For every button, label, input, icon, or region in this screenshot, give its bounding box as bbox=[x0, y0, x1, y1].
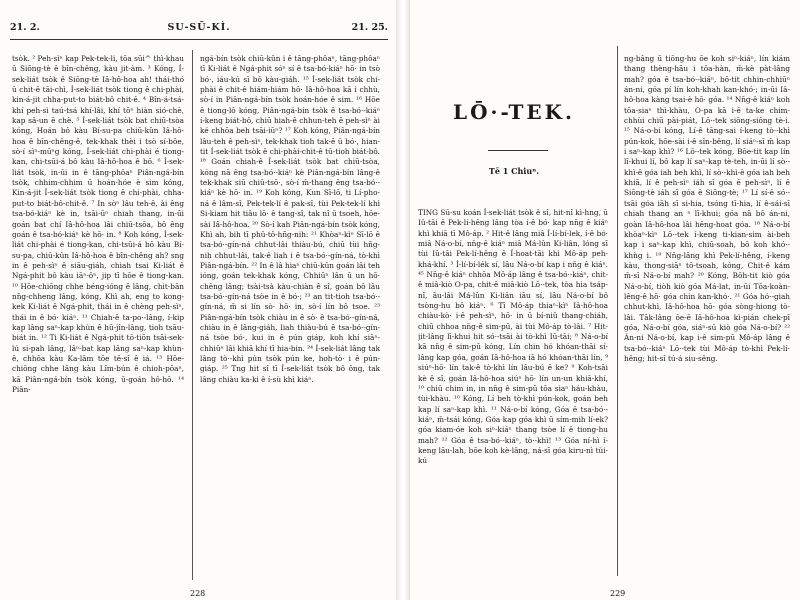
column-divider bbox=[617, 46, 618, 576]
page-number: 229 bbox=[610, 589, 626, 598]
book-title: LŌ·-TEK. bbox=[453, 100, 575, 124]
title-rule bbox=[488, 150, 548, 151]
text-column-left: tsòk. ² Peh-sìⁿ kap Pek-tek-li, tōa sūi^ thì-khau ū Siōng-tè ê bīn-chêng, kàu jit-àm. ³ Kóng, Í-sek-liát tsòk ê Siōng-tè Iâ-hô-hoa ah! thái-thó ū chit-ê tāi-chì, Í-sek-liát tsòk tiong ê chi-phài, kin-á-jit chha-put-to biát-bô chit-ê. ⁴ Bîn-á-tsá-khí peh-sì taú-tsá khí-lâi, khí tōⁿ hiàn sió-chè, kap sâ-un ê chè. ⁵ Í-sek-liát tsòk bat chiū-tsòa kóng, Hoán bô kàu Bí-su-pa chiū-kûn Iâ-hô-hoa ê bīn-chêng-ê, tek-khak thèi i tsò sí-bôe, sò-í sìⁿ-mūⁿg kóng, Í-sek-liát chi-phài é tiong-kan, chi-tsūi-á bô kàu Iâ-hô-hoa ê bō. ⁶ Í-sek-liát tsòk, in-ūi in ê tāng-phôaⁿ Piân-ngá-bín tsòk, chhim-chhim ū hoán-hóe è sim kóng, Kin-á-jit Í-sek-liát tsòk tiong ê chi-phài, chha-put-to biát-bô-chit-ê. ⁷ In sòⁿ lâu teh-ê, ài êng tsa-bó-kiáⁿ kè in, tsāi-ūⁿ chiah thang, in-ūi goán bat chí Iâ-hô-hoa lâi chiū-tsōa, bô êng goán ê tsa-bó-kiáⁿ kè hō· in. ⁸ Koh kóng, Í-sek-liát chi-phài é tiong-kan, chi-tsūi-á bô kàu Bí-su-pa, chiū-kûn Iâ-hô-hoa ê bīn-chêng ah? sng in ê peh-sìⁿ ê siāu-giáh, chiah tsai Ki-liát ê Ngá-phit bô kàu iāⁿ-ôⁿ, jip tī hōe ê tiong-kan. ¹⁰ Hōe-chiōng chhe béng-ióng ê lâng, chit-bān nn̄g-chheng lâng, kóng, Khì ah, eng to kong-kek Ki-liát ê Ngá-phit, thái in ê chèng peh-sìⁿ, thái in ê bó· kiáⁿ. ¹¹ Chiah-ê ta-po·-lâng, í-kip kap lâng saⁿ-kap khùn ê hū-jîn-lâng, tioh tsāu-biát in. ¹² Ti Ki-liát ê Ngá-phit tō·tiōn tsāi-sek-lú si-pah lâng, lâⁿ-bat kap lâng saⁿ-kap khùn-ê, chhōa kàu Ka-lâm tōe tē-sî ê iá. ¹³ Hōe-chiōng chhe lâng kàu Lîm-bún ê chioh-pōaⁿ, kā Piân-ngá-bín tsòk kóng, ū-goán hô-hō. ¹⁴ Piân- bbox=[12, 54, 184, 394]
page-number: 228 bbox=[190, 589, 206, 598]
left-page bbox=[0, 0, 396, 600]
header-verse-start: 21. 2. bbox=[10, 22, 40, 33]
right-page bbox=[410, 0, 800, 600]
text-column-right: ngá-bín tsòk chiū-kûn i ê tāng-phôaⁿ, tāng-phôaⁿ tī Ki-liát ê Ngá-phit sóⁿ sí ê tsa-bó-kiáⁿ hō· in tsò bó·, iáu-kú sī bô kàu-giáh. ¹⁵ Í-sek-liát tsòk chi-phài ê chit-ê hiám-hiám hō· Iâ-hô-hoa kā i chhù, sò-í in Piân-ngá-bín tsòk hoán-hóe ê sim. ¹⁶ Hōe ê tiong-lô kóng, Piân-ngá-bín tsòk ê tsa-bó·-kiáⁿ í-keng biát-bô, chiū hiah-ê chhun-teh ê peh-sìⁿ ài ké chhōa beh tsāi-iūⁿ? ¹⁷ Koh kóng, Piân-ngá-bín lâu-teh ê peh-sìⁿ, tek-khak tioh tak-ê ū bó·, hian-tit Í-sek-liát tsòk ê chi-phài-chit-ê tū-tioh biát-bô. ¹⁸ Goán chiah-ê Í-sek-liát tsòk bat chiū-tsòa, kóng nā êng tsa-bó·-kiáⁿ kè Piân-ngá-bín lâng-ê tek-khak siū chiū-tsō·, sò-í m̄-thang êng tsa-bó·-kiáⁿ kè hō· in. ¹⁹ Koh kóng, Kun Sī-lō, ti Lí-pho-ná ê lâm-sî, Pek-tek-lí ê pak-sî, tùi Pek-tek-lí khì Si-kiam hit tiâu lō· ê tang-sî, tak nî ū tsoeh, hōe-sài Iâ-hô-hoa. ²⁰ Sò-í kah Piân-ngá-bín tsòk kóng, Khì ah, bih tī phû-tô-hñg-nih: ²¹ Khòaⁿ-kìⁿ Sī-lō ê tsa-bó·-gín-ná chhut-lâi thiàu-bú, chiū tùi hñg-nih chhut-lâi, tak-ê liah i ê tsa-bó·-gín-ná, tò-khì Piân-ngá-bín. ²² In ê lâ hiaⁿ chiū-kûn goán lâi teh ióng, goán tek-khak kóng, Chhiūⁿ lân ū un hō· chêng lâng; tsài-tsà kàu-chiàn ê sî, goán bô lâu tsa-bó·-gín-ná tsòe in ê bó·; ²³ an tit-tioh tsa-bó·-gín-ná, m̄ si lín sò· hō· in, sò-í lín bô tsoe. ²³ Piân-ngá-bín tsòk chiàu in ê sò· ê tsa-bó·-gín-ná, chiàu in ê lâng-giáh, liah thiàu-bú ê tsa-bó·-gín-ná tsòe bó·, kui in ê pún giáp, koh khí siāⁿ-chhiūⁿ lâi khiā khí tī hia-bin. ²⁴ Í-sek-liát lâng tak lâng tò·-khì pún tsòk pún ke, hoh-tò· i ê pún-giáp. ²⁵ Tng hit sî tī Í-sek-liát tsòk bô ông, tak lâng chiàu ka-ki ê í-sù khì kiáⁿ. bbox=[200, 54, 380, 384]
header-rule bbox=[10, 39, 388, 40]
chapter-heading: Tē 1 Chiuⁿ. bbox=[488, 166, 540, 176]
text-column-right: ng-bâng ū tiōng-hu ōe koh siⁿ-kiáⁿ, lín kiám thang thèng-hāu i tōa-hàn, m̄-kè pàt-lâng mah? góa ê tsa-bó·-kiáⁿ, bô-tit chhin-chhiūⁿ án-ni, góa pí lín koh-khah kan-khó·; in-ūi Iâ-hô-hoa kàng tsai-è hō· góa. ¹⁴ Nn̄g-ê kiáⁿ koh tōa-siaⁿ thì-khàu, O-pa kā i-ê ta-ke chim-chhùi chiū pài-piát, Lō·-tek siōng-siōng tè-i. ¹⁵ Ná-o-bí kóng, Lí-ê tāng-sai í-keng tò·-khì pún-kok, hōe-sài i-ê sîn-bêng, lí siáⁿ-sī m̄ kap i saⁿ-kap khì? ¹⁶ Lō·-tek kóng, Bōe-tit kap lín lī-khui lí, bô kap lí saⁿ-kap tè-teh, in-ūi lí sò·-khì-ê góa iah beh khì, lí sò·-khì-ê góa iah beh khiā, lí ê peh-sìⁿ iáh sī góa ê peh-sìⁿ, lí ê Siōng-tè iáh sī góa ê Siōng-tè; ¹⁷ Lí sí-ê só·-tsāi góa iāh sī si-hia, tsóng tī-hia, lí ê-sái-sī chiah thang an ⁿ lī-khui; góa nā bô án-ni, goàn Iâ-hô-hoa lâi hêng-hoat góa. ¹⁸ Ná-o-bí khòaⁿ-kìⁿ Lō·-tek í-keng ti-kian-sim ài-beh kap i saⁿ-kap khì, chiū-soah, bô koh khó·-khǹg i. ¹⁹ Nn̄g-lâng khì Pek-lí-hêng, í-keng kàu, thong-siāⁿ tō-tsoah, kóng, Chit-ê kám m̄-sī Ná-o-bí mah? ²⁰ Kóng, Bōh-tit kiò góa Ná-o-bí, tiòh kiò góa Má-lat, in-ūi Tōa-koàn-lêng-ê hō· góa chin kan-khó·. ²¹ Góa hó·-giah chhut-khì, Iâ-hô-hoa hō· góa sòng-hiong tò-lâi. Tāk-lâng ōe-ē Iâ-hô-hoa kì-pián chek-pī góa, Ná-o-bí góa, siáⁿ-sū kiò góa Ná-o-bí? ²² Án-ni Ná-o-bí, kap i-ê sim-pū Mô-áp lâng ê tsa-bó·-kiáⁿ Lō·-tek tùi Mô-áp tò-khì Pek-lí-hêng; hit-sî tú-á siu-sêng. bbox=[624, 54, 790, 363]
header-book-name: SU-SŪ-KÌ. bbox=[167, 22, 231, 33]
running-head bbox=[10, 22, 388, 36]
text-column-left: TING Sū-su koán Í-sek-liát tsòk ê sî, hit-nî kì-hng, ū Iû-tāi ê Pek-lí-hêng lâng tòa í-ê bó· kap nn̄g ê kiáⁿ khì khiā tī Mô-áp. ² Hit-ê lâng miâ Í-lí-bí-lek, í-ê bó· miâ Ná-o-bí, nn̄g-ê kiáⁿ miâ Má-lûn Ki-liân, lóng sī tùi Iû-tāi Pek-lí-hêng ê Í-hoat-tāi khì Mô-áp peh-khá-khí. ³ Í-lí-bí-lék sí, lâu Ná-o-bí kap i nn̄g ê kiáⁿ. ⁴⁵ Nn̄g-ê kiáⁿ chhōa Mô-áp lâng ê tsa-bó·-kiáⁿ, chit-ê miâ-kiò O-pa, chit-ê miâ-kiò Lō·-tek, tòa hia tsáp-nî, āu-lâi Má-lûn Ki-liân iāu sí, lâu Ná-o-bí bô tsòng-hu bô kiáⁿ. ⁶ Tī Mô-áp thiaⁿ-kìⁿ Iâ-hô-hoa chiàu-kò· i-ê peh-sìⁿ, hō· in ū bí-niû thang-chiáh, chiū chhoa nn̄g-ê sim-pū, ài tùi Mô-áp tò-lâi. ⁷ Hit-jit-lâng lī-khui hit só·-tsāi ài tò-khì Iû-tāi; ⁸ Ná-o-bí kā nn̄g ê sim-pū kóng, Lín chin hó khóan-thāi sí-lâng kap góa, goán Iâ-hô-hoa iā hó khóan-thāi lín, ⁹ siúⁿ-hō· lín tak-ê tò-khì lín lâu-bú ê ke? ⁹ Koh-tsāi kè ê sî, goán Iâ-hô-hoa siúⁿ hō· lín un-un khiā-khí, ¹⁰ chiū chim in, in nn̄g ê sim-pū tōa siaⁿ háu-khàu, tùi-khàu. ¹⁰ Kóng, Lí beh tò-khì pún-kok, goán beh kap lí saⁿ-kap khì. ¹¹ Ná-o-bí kóng, Góa ê tsa-bó·-kiáⁿ, m̄-tsái kóng, Góa kap góa khì ū sím-mih lí-ek? góa kiam-óe koh siⁿ-kiáⁿ thang tsòe lí ê tiong-hu mah? ¹² Góa ê tsa-bó·-kiáⁿ, tò·-khì! ¹³ Góa ní-hì í-keng lāu-lah, bōe koh kè-lâng, ná-sī góa kiru-nì tùi-kú bbox=[418, 208, 608, 466]
book-gutter bbox=[396, 0, 410, 600]
column-divider bbox=[192, 50, 193, 580]
header-verse-end: 21. 25. bbox=[351, 22, 388, 33]
